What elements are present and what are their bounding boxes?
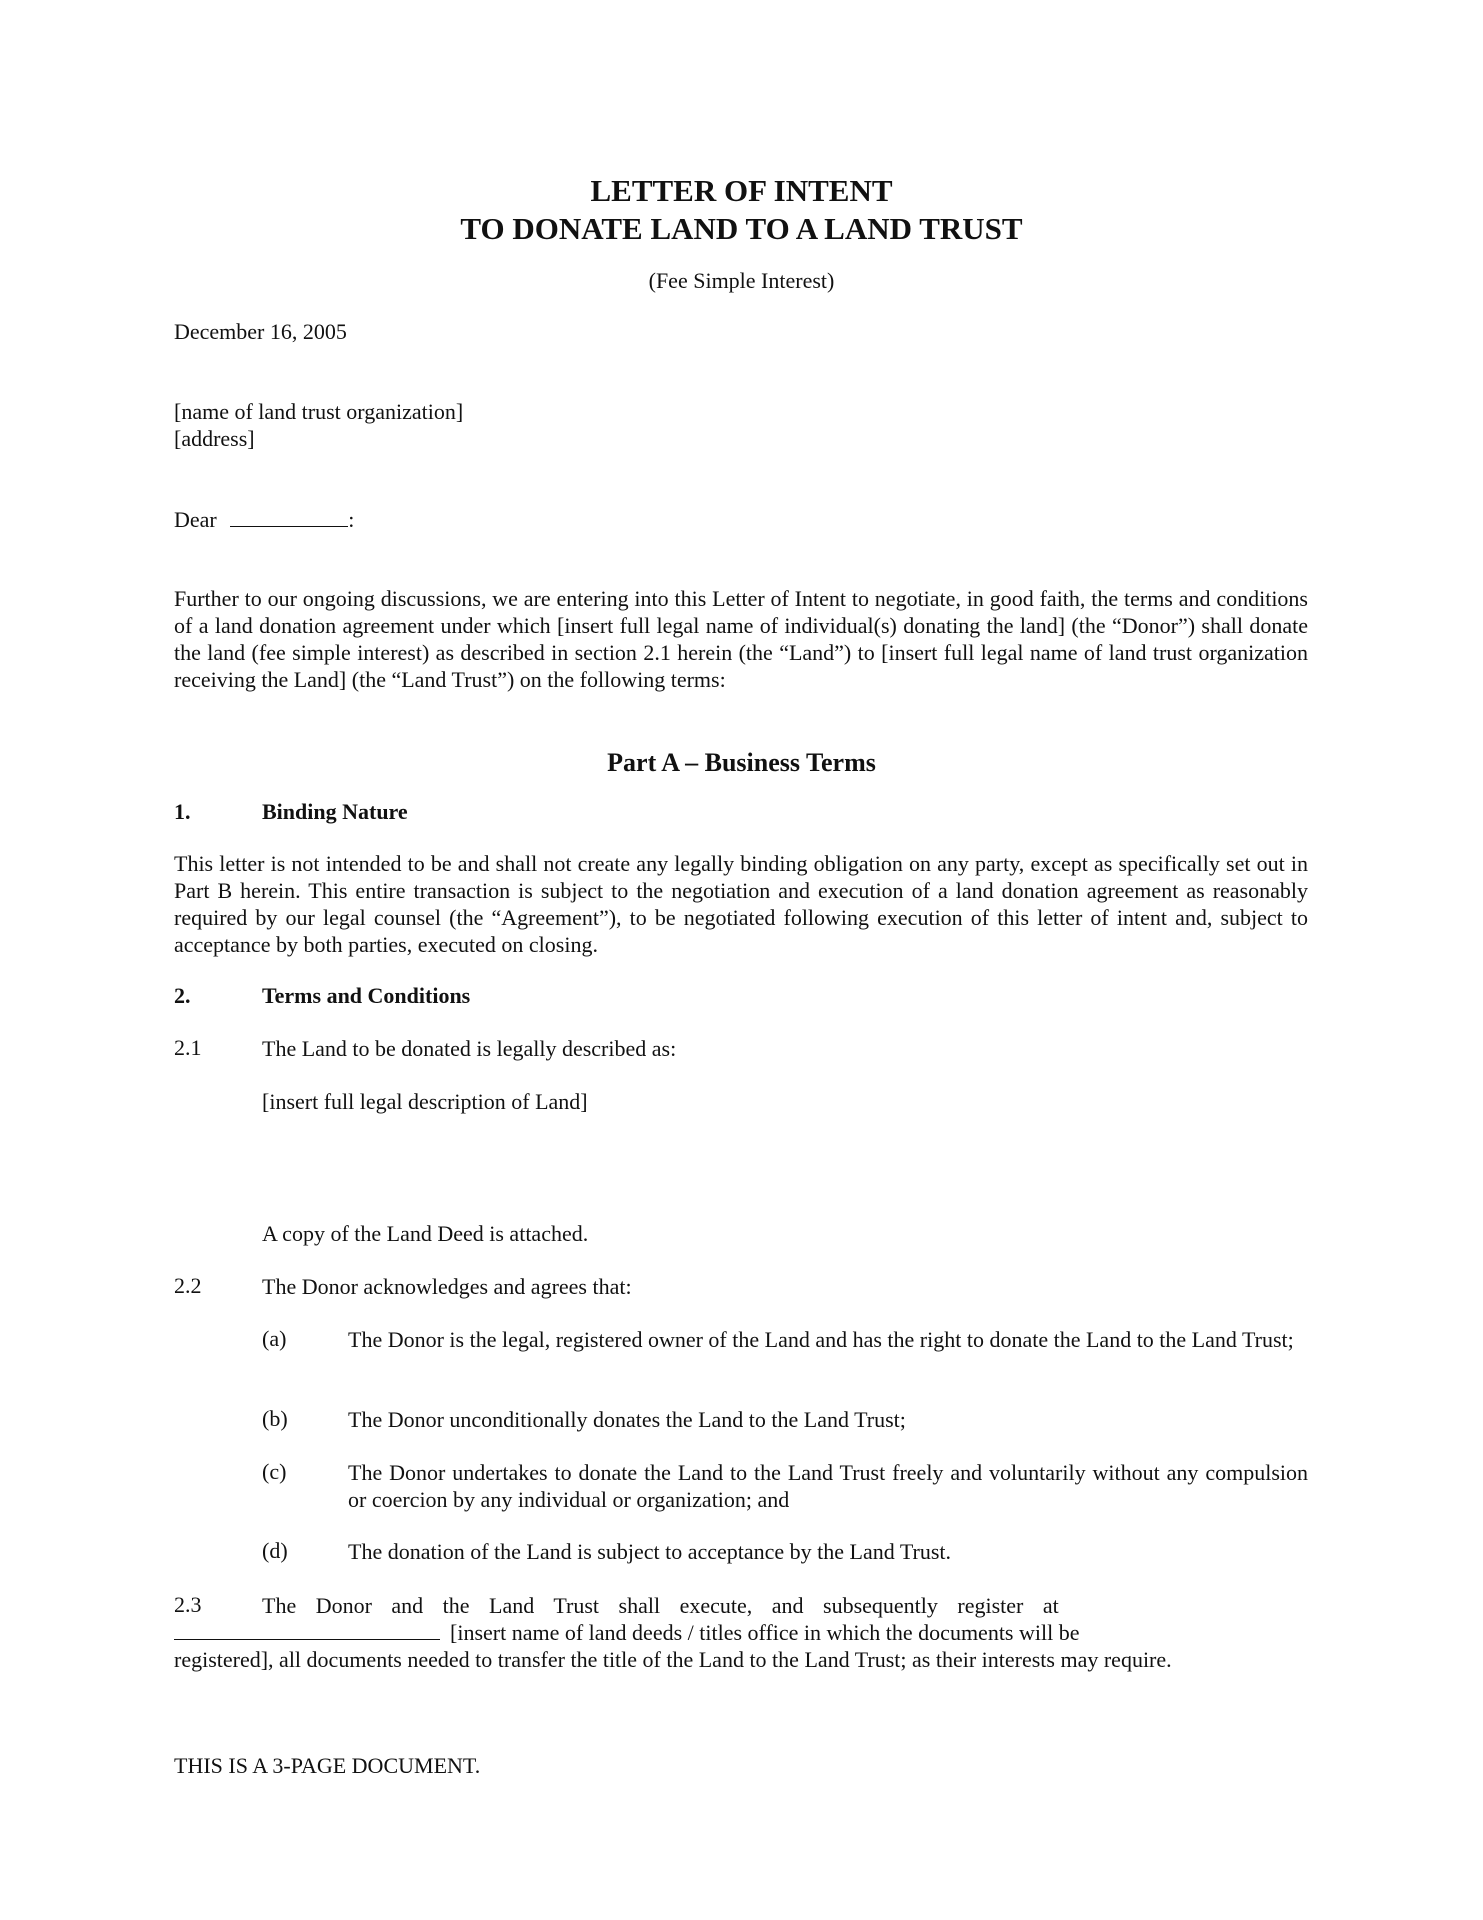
clause-2-3-number: 2.3 [174, 1592, 202, 1617]
section2-number: 2. [174, 983, 191, 1008]
clause-2-1-number: 2.1 [174, 1035, 202, 1060]
clause-2-2-text: The Donor acknowledges and agrees that: [262, 1274, 632, 1299]
recipient-address: [address] [174, 426, 255, 451]
list-item-label: (d) [262, 1538, 288, 1563]
document-title-line2: TO DONATE LAND TO A LAND TRUST [460, 211, 1023, 246]
land-description-placeholder: [insert full legal description of Land] [262, 1089, 588, 1114]
part-a-heading: Part A – Business Terms [607, 748, 876, 777]
recipient-name: [name of land trust organization] [174, 399, 464, 424]
section1-body: This letter is not intended to be and shall not create any legally binding obligation on any party, except as specifically set out in Part B herein. This entire transaction is subject to the negotiation and execution of a land donation agreement as reasonably required by our legal counsel (the “Agreement”), to be negotiated following execution of this letter of intent and, subject to acceptance by both parties, executed on closing. [174, 851, 1308, 957]
section1-number: 1. [174, 799, 191, 824]
intro-paragraph: Further to our ongoing discussions, we are entering into this Letter of Intent to negotiate, in good faith, the terms and conditions of a land donation agreement under which [insert full legal name of individual(s) donating the land] (the “Donor”) shall donate the land (fee simple interest) as described in section 2.1 herein (the “Land”) to [insert full legal name of land trust organization receiving the Land] (the “Land Trust”) on the following terms: [174, 586, 1308, 692]
list-item-text: The Donor undertakes to donate the Land to the Land Trust freely and voluntarily without any compulsion or coercion by any individual or organization; and [348, 1460, 1308, 1512]
clause-2-3-line1: The Donor and the Land Trust shall execute, and subsequently register at [262, 1593, 1059, 1618]
clause-2-2-number: 2.2 [174, 1273, 202, 1298]
section1-heading: Binding Nature [262, 799, 408, 824]
list-item-text: The Donor unconditionally donates the Land to the Land Trust; [348, 1407, 906, 1432]
salutation-suffix: : [348, 507, 355, 532]
list-item-label: (a) [262, 1326, 287, 1351]
list-item-label: (b) [262, 1406, 288, 1431]
salutation [174, 506, 354, 533]
list-item-text: The donation of the Land is subject to acceptance by the Land Trust. [348, 1539, 952, 1564]
letter-date: December 16, 2005 [174, 319, 347, 344]
clause-2-3-line2 [174, 1619, 1308, 1646]
recipient-name-blank [230, 508, 348, 527]
clause-2-3-line2-text: [insert name of land deeds / titles office in which the documents will be [450, 1620, 1080, 1645]
clause-2-3-rest: registered], all documents needed to transfer the title of the Land to the Land Trust; as their interests may require. [174, 1647, 1172, 1672]
section2-heading: Terms and Conditions [262, 983, 471, 1008]
deed-attached-note: A copy of the Land Deed is attached. [262, 1221, 589, 1246]
document-subtitle: (Fee Simple Interest) [648, 268, 835, 293]
page-count-note: THIS IS A 3-PAGE DOCUMENT. [174, 1753, 481, 1778]
salutation-prefix: Dear [174, 507, 217, 532]
clause-2-1-text: The Land to be donated is legally described as: [262, 1036, 677, 1061]
deeds-office-blank [174, 1621, 440, 1640]
list-item-text: The Donor is the legal, registered owner of the Land and has the right to donate the Land to the Land Trust; [348, 1327, 1294, 1352]
list-item-label: (c) [262, 1459, 287, 1484]
document-title-line1: LETTER OF INTENT [590, 173, 893, 208]
